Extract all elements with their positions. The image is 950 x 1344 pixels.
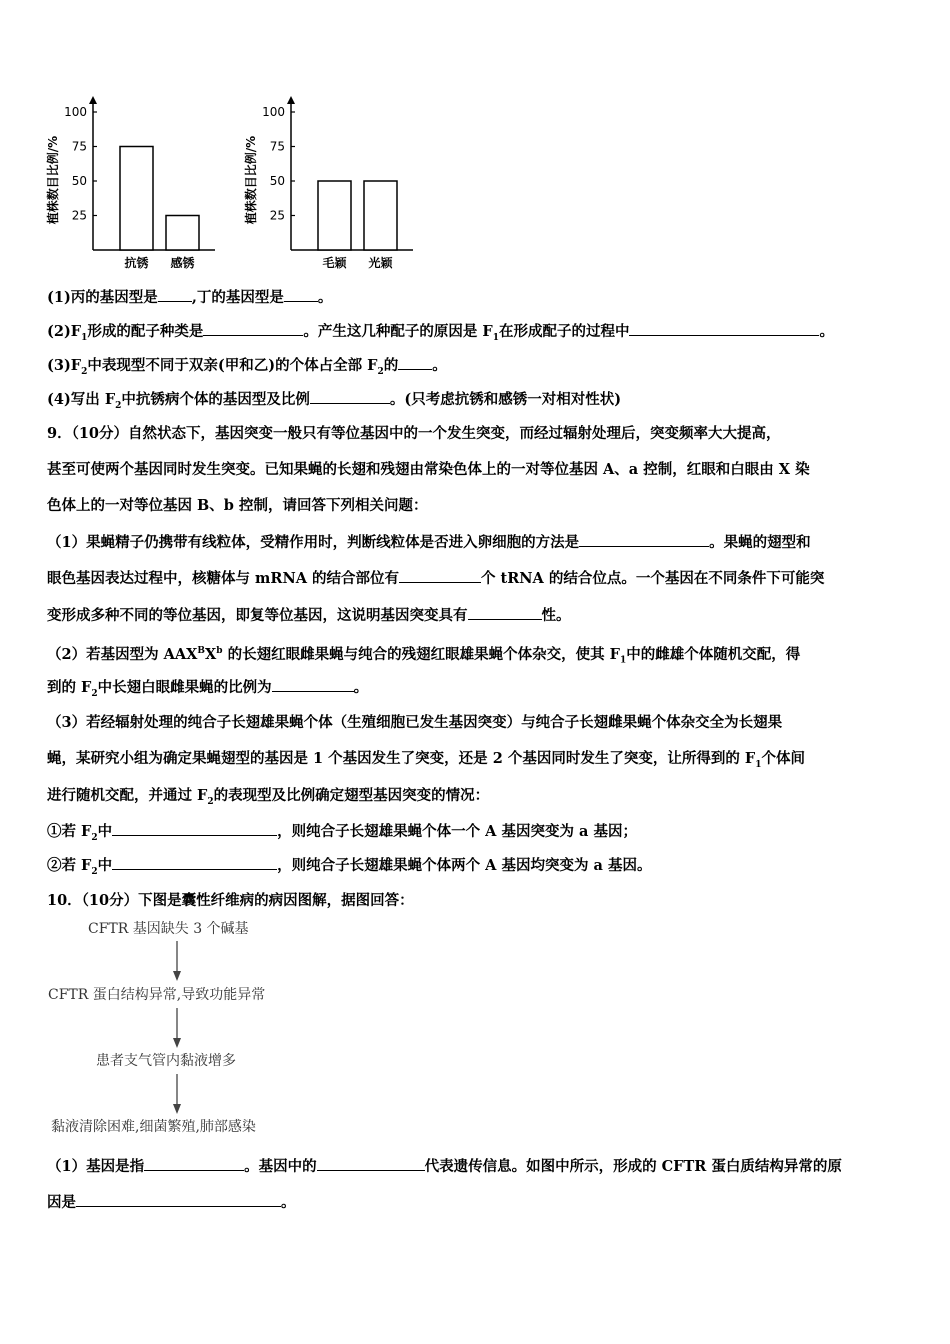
q9-line2: 甚至可使两个基因同时发生突变。已知果蝇的长翅和残翅由常染色体上的一对等位基因 A、a 控制，红眼和白眼由 X 染 bbox=[47, 461, 810, 478]
q9-line11: 进行随机交配，并通过 $F_2$的表现型及比例确定翅型基因突变的情况： bbox=[47, 787, 490, 807]
q9-line13: ②若 $F_2$中 ，则纯合子长翅雄果蝇个体两个 A 基因均突变为 a 基因。 bbox=[47, 857, 652, 877]
category-label: 感锈 bbox=[170, 256, 195, 270]
y-tick-label: 75 bbox=[71, 139, 87, 154]
answer-blank[interactable] bbox=[76, 1192, 281, 1207]
q8-part4: (4)写出 $F_2$中抗锈病个体的基因型及比例 。(只考虑抗锈和感锈一对相对性状) bbox=[47, 391, 622, 411]
q8-part1: (1)丙的基因型是 ,丁的基因型是 。 bbox=[47, 289, 333, 306]
flow-step-gene-deletion: CFTR 基因缺失 3 个碱基 bbox=[88, 921, 249, 937]
flow-step-protein-abnormal: CFTR 蛋白结构异常,导致功能异常 bbox=[48, 987, 266, 1003]
q9-line6: 变形成多种不同的等位基因，即复等位基因，这说明基因突变具有 性。 bbox=[47, 607, 571, 624]
y-tick-label: 100 bbox=[64, 105, 87, 119]
q10-part1-line1: （1）基因是指 。基因中的 代表遗传信息。如图中所示，形成的 CFTR 蛋白质结构异常的原 bbox=[47, 1158, 842, 1175]
q9-line1: 9．（10分）自然状态下，基因突变一般只有等位基因中的一个发生突变，而经过辐射处理后，突变频率大大提高， bbox=[47, 425, 781, 442]
q9-line7: （2）若基因型为 $AAX^BX^b$ 的长翅红眼雌果蝇与纯合的残翅红眼雄果蝇个体杂交，使其 $F_1$中的雌雄个体随机交配，得 bbox=[47, 645, 801, 666]
bar-0 bbox=[318, 181, 351, 250]
bar-1 bbox=[166, 216, 199, 251]
answer-blank[interactable] bbox=[112, 855, 277, 870]
category-label: 毛颖 bbox=[322, 256, 347, 270]
answer-blank[interactable] bbox=[629, 321, 819, 336]
answer-blank[interactable] bbox=[158, 287, 192, 302]
bar-0 bbox=[120, 147, 153, 251]
q8-part2: $(2)F_1$形成的配子种类是 。产生这几种配子的原因是 $F_1$在形成配子的过程中 。 bbox=[47, 323, 834, 343]
y-axis-label: 植株数目比例/% bbox=[46, 135, 60, 225]
bar-chart-glume-type bbox=[243, 92, 418, 272]
q9-line9: （3）若经辐射处理的纯合子长翅雄果蝇个体（生殖细胞已发生基因突变）与纯合子长翅雌果蝇个体杂交全为长翅果 bbox=[47, 714, 783, 731]
flow-step-mucus-increase: 患者支气管内黏液增多 bbox=[96, 1053, 236, 1069]
y-tick-label: 100 bbox=[262, 105, 285, 119]
y-axis-arrow bbox=[89, 96, 97, 104]
flow-step-lung-infection: 黏液清除困难,细菌繁殖,肺部感染 bbox=[51, 1119, 256, 1135]
bar-1 bbox=[364, 181, 397, 250]
answer-blank[interactable] bbox=[203, 321, 303, 336]
answer-blank[interactable] bbox=[144, 1156, 244, 1171]
category-label: 光颖 bbox=[368, 256, 393, 270]
y-axis-arrow bbox=[287, 96, 295, 104]
answer-blank[interactable] bbox=[310, 389, 390, 404]
q10-part1-line2: 因是 。 bbox=[47, 1194, 296, 1211]
q8-part3: $(3)F_2$中表现型不同于双亲(甲和乙)的个体占全部 $F_2$的 。 bbox=[47, 357, 447, 377]
y-tick-label: 25 bbox=[71, 208, 87, 223]
answer-blank[interactable] bbox=[579, 532, 709, 547]
q9-line4: （1）果蝇精子仍携带有线粒体，受精作用时，判断线粒体是否进入卵细胞的方法是 。果蝇的翅型和 bbox=[47, 534, 811, 551]
flow-arrow-icon bbox=[171, 1008, 183, 1048]
q9-line12: ①若 $F_2$中 ，则纯合子长翅雄果蝇个体一个 A 基因突变为 a 基因； bbox=[47, 823, 637, 843]
answer-blank[interactable] bbox=[399, 568, 481, 583]
q9-line8: 到的 $F_2$中长翅白眼雌果蝇的比例为 。 bbox=[47, 679, 369, 699]
flow-arrow-icon bbox=[171, 1074, 183, 1114]
y-tick-label: 75 bbox=[269, 139, 285, 154]
answer-blank[interactable] bbox=[272, 677, 354, 692]
answer-blank[interactable] bbox=[398, 355, 432, 370]
q10-title: 10．（10分）下图是囊性纤维病的病因图解，据图回答： bbox=[47, 892, 414, 909]
answer-blank[interactable] bbox=[284, 287, 318, 302]
q9-line3: 色体上的一对等位基因 B、b 控制，请回答下列相关问题： bbox=[47, 497, 428, 514]
y-tick-label: 25 bbox=[269, 208, 285, 223]
y-axis-label: 植株数目比例/% bbox=[244, 135, 258, 225]
y-tick-label: 50 bbox=[71, 174, 87, 188]
q9-line5: 眼色基因表达过程中，核糖体与 mRNA 的结合部位有 个 tRNA 的结合位点。一个基因在不同条件下可能突 bbox=[47, 570, 825, 587]
answer-blank[interactable] bbox=[317, 1156, 425, 1171]
category-label: 抗锈 bbox=[124, 256, 149, 270]
bar-chart-rust-resistance bbox=[45, 92, 220, 272]
flow-arrow-icon bbox=[171, 941, 183, 981]
q9-line10: 蝇，某研究小组为确定果蝇翅型的基因是 1 个基因发生了突变，还是 2 个基因同时发生了突变，让所得到的 $F_1$个体间 bbox=[47, 750, 805, 770]
y-tick-label: 50 bbox=[269, 174, 285, 188]
answer-blank[interactable] bbox=[112, 821, 277, 836]
answer-blank[interactable] bbox=[468, 605, 542, 620]
